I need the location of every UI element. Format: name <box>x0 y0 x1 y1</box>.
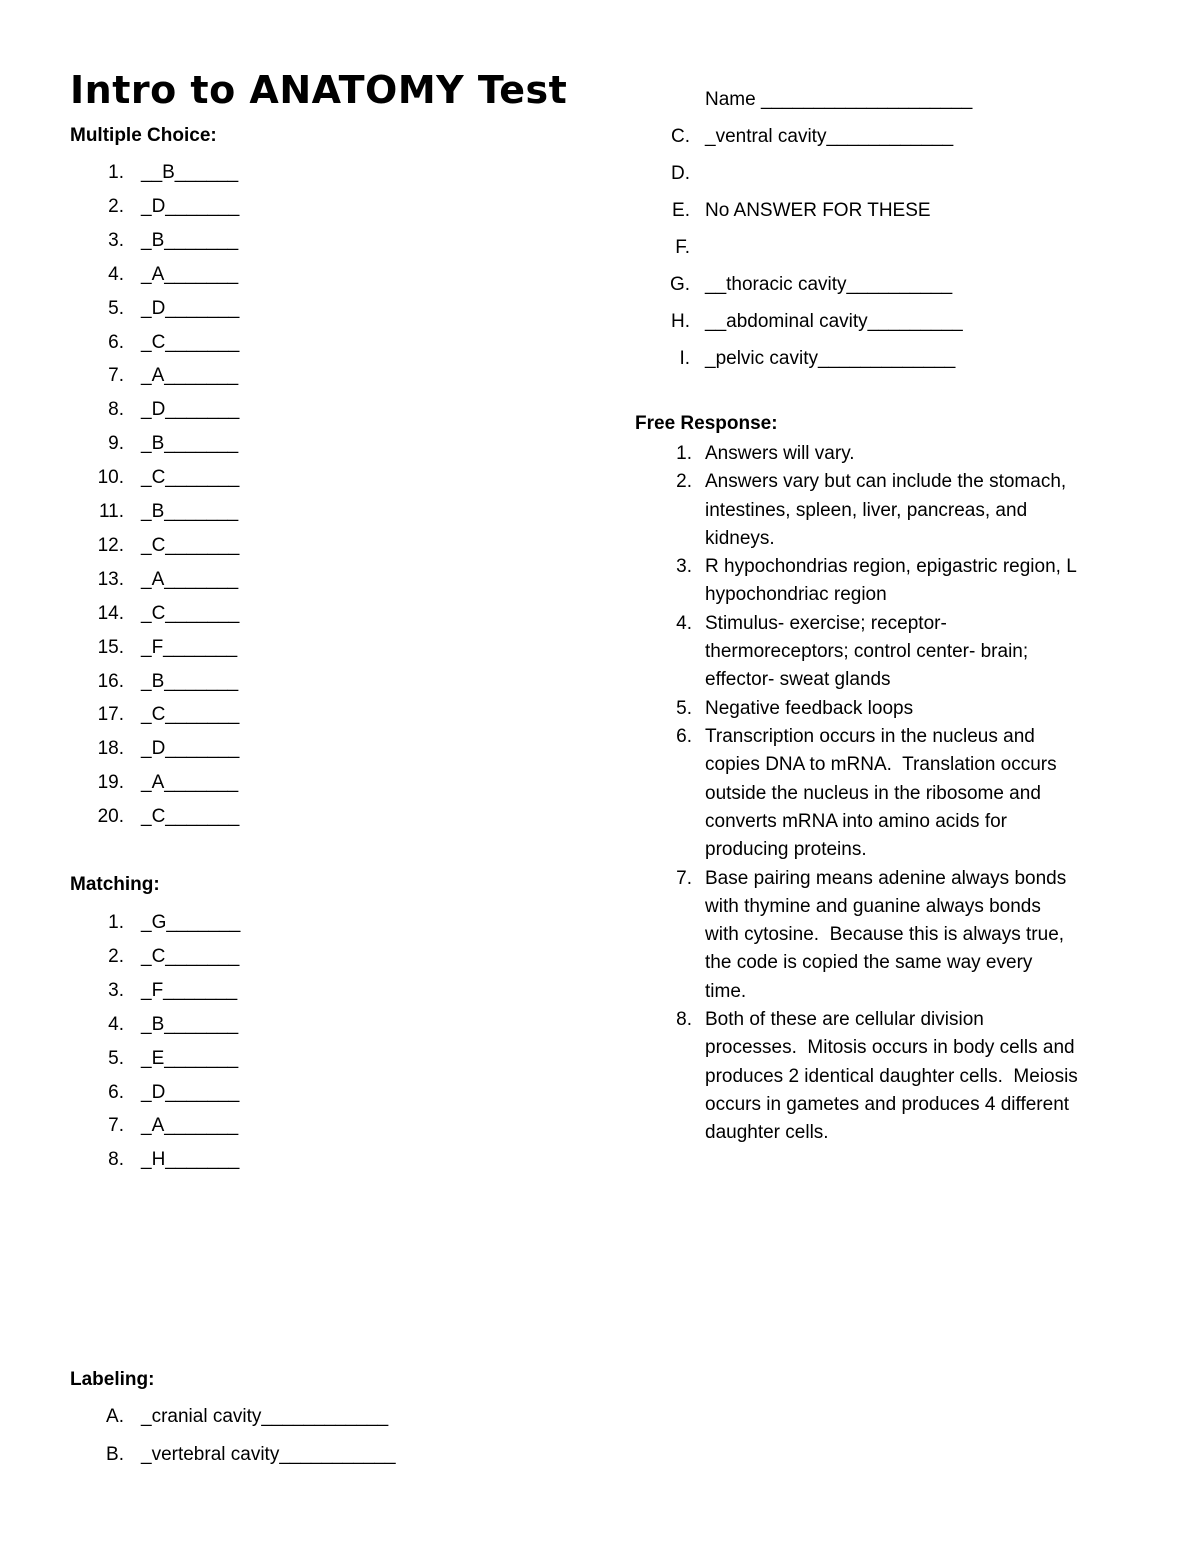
item-answer: _C_______ <box>141 331 240 353</box>
item-number: 3. <box>108 229 124 251</box>
free-response-line: Negative feedback loops <box>705 697 914 719</box>
free-response-line: R hypochondrias region, epigastric region, L <box>705 556 1077 578</box>
item-answer: _cranial cavity____________ <box>141 1406 389 1427</box>
item-answer: _D_______ <box>141 195 240 217</box>
item-answer: _F_______ <box>141 636 238 658</box>
mc-item <box>0 737 600 761</box>
free-response-line: converts mRNA into amino acids for <box>705 810 1008 832</box>
item-number: 5. <box>676 697 692 719</box>
item-number: 6. <box>676 726 692 747</box>
item-number: 8. <box>108 1149 124 1171</box>
mc-item <box>0 771 600 795</box>
item-number: 16. <box>97 670 124 692</box>
free-response-line: hypochondriac region <box>705 584 887 606</box>
item-answer: _H_______ <box>141 1149 240 1171</box>
labeling-item <box>0 310 963 334</box>
item-number: 19. <box>97 772 124 794</box>
mc-item <box>0 534 600 558</box>
matching-item <box>0 1047 600 1071</box>
free-response-line: with cytosine. Because this is always true, <box>705 924 1065 946</box>
mc-item <box>0 670 600 694</box>
item-answer: _A_______ <box>141 772 239 794</box>
free-response-line: daughter cells. <box>705 1122 829 1144</box>
name-line: Name ____________________ <box>705 89 973 110</box>
item-number: 5. <box>108 1047 124 1069</box>
mc-item <box>0 805 600 829</box>
item-answer: _D_______ <box>141 297 240 319</box>
item-answer: _A_______ <box>141 1115 239 1137</box>
mc-item <box>0 432 600 456</box>
item-number: I. <box>679 348 690 369</box>
free-response-line: with thymine and guanine always bonds <box>705 895 1041 917</box>
matching-item <box>0 979 600 1003</box>
matching-item <box>0 911 600 935</box>
matching-item <box>0 1013 600 1037</box>
item-number: 12. <box>97 534 124 556</box>
item-number: 2. <box>676 471 692 493</box>
free-response-line: Both of these are cellular division <box>705 1009 984 1030</box>
matching-item <box>0 1081 600 1105</box>
item-answer: _vertebral cavity___________ <box>141 1444 396 1465</box>
item-number: 1. <box>676 443 692 464</box>
item-number: 1. <box>108 162 124 183</box>
item-answer: _C_______ <box>141 945 240 967</box>
item-number: A. <box>106 1406 124 1427</box>
labeling-item <box>0 162 690 186</box>
item-number: 2. <box>108 945 124 967</box>
item-number: 2. <box>108 195 124 217</box>
item-number: G. <box>669 274 690 295</box>
item-answer: _C_______ <box>141 534 240 556</box>
item-answer: _F_______ <box>141 979 238 1001</box>
free-response-line: the code is copied the same way every <box>705 952 1033 974</box>
item-number: 4. <box>676 612 692 634</box>
item-answer: _B_______ <box>141 501 239 522</box>
free-response-line: produces 2 identical daughter cells. Meiosis <box>705 1065 1078 1087</box>
mc-item <box>0 466 600 490</box>
item-number: 7. <box>108 1115 124 1137</box>
free-response-line: intestines, spleen, liver, pancreas, and <box>705 499 1028 521</box>
item-number: 9. <box>108 433 124 455</box>
labeling-item <box>0 1443 600 1467</box>
mc-item <box>0 636 600 660</box>
item-number: 7. <box>108 365 124 387</box>
labeling-item <box>0 273 953 297</box>
item-number: 8. <box>108 399 124 421</box>
free-response-line: kidneys. <box>705 527 775 549</box>
item-number: 18. <box>97 738 124 760</box>
item-answer: _B_______ <box>141 229 239 251</box>
item-answer: _C_______ <box>141 704 240 726</box>
item-answer: _C_______ <box>141 806 240 828</box>
item-number: 7. <box>676 867 692 889</box>
free-response-line: producing proteins. <box>705 839 867 861</box>
item-answer: No ANSWER FOR THESE <box>705 200 931 221</box>
item-answer: _G_______ <box>141 912 241 933</box>
labeling-item <box>0 1405 600 1429</box>
labeling-item <box>0 199 931 223</box>
free-response-line: copies DNA to mRNA. Translation occurs <box>705 754 1057 776</box>
item-number: 10. <box>97 467 124 489</box>
free-response-line: Base pairing means adenine always bonds <box>705 867 1067 889</box>
labeling-item <box>0 347 956 371</box>
item-number: 17. <box>97 704 124 726</box>
free-response-line: Answers vary but can include the stomach, <box>705 471 1067 493</box>
item-answer: __thoracic cavity__________ <box>705 274 953 295</box>
item-number: 4. <box>108 263 124 285</box>
item-answer: _B_______ <box>141 670 239 692</box>
free-response-line: Answers will vary. <box>705 443 855 464</box>
mc-item <box>0 568 600 592</box>
page-title: Intro to ANATOMY Test <box>70 68 568 112</box>
item-number: 8. <box>676 1009 692 1030</box>
item-answer: _A_______ <box>141 365 239 387</box>
item-number: C. <box>671 126 690 147</box>
mc-item <box>0 703 600 727</box>
item-answer: _A_______ <box>141 568 239 590</box>
free-response-line: Stimulus- exercise; receptor- <box>705 612 947 634</box>
item-number: D. <box>671 163 690 184</box>
item-answer: __abdominal cavity_________ <box>705 311 963 332</box>
item-number: 6. <box>108 1081 124 1103</box>
item-answer: _D_______ <box>141 1081 240 1103</box>
mc-item <box>0 602 600 626</box>
item-answer: _A_______ <box>141 263 239 285</box>
free-response-line: processes. Mitosis occurs in body cells and <box>705 1037 1075 1059</box>
item-answer: _D_______ <box>141 738 240 760</box>
item-answer: __B______ <box>141 162 239 183</box>
item-number: 20. <box>97 806 124 828</box>
item-number: 15. <box>97 636 124 658</box>
matching-heading: Matching: <box>70 874 160 895</box>
item-answer: _B_______ <box>141 433 239 455</box>
item-number: 3. <box>676 556 692 578</box>
item-answer: _E_______ <box>141 1047 239 1069</box>
item-number: F. <box>675 237 690 258</box>
multiple-choice-heading: Multiple Choice: <box>70 125 217 146</box>
free-response-line: Transcription occurs in the nucleus and <box>705 726 1035 747</box>
item-number: B. <box>106 1444 124 1465</box>
item-number: 4. <box>108 1013 124 1035</box>
labeling-heading: Labeling: <box>70 1369 155 1390</box>
item-answer: _pelvic cavity_____________ <box>705 348 956 369</box>
item-number: 14. <box>97 602 124 624</box>
free-response-line: thermoreceptors; control center- brain; <box>705 641 1029 663</box>
item-answer: _B_______ <box>141 1013 239 1035</box>
item-number: 3. <box>108 979 124 1001</box>
labeling-item <box>0 125 954 149</box>
labeling-item <box>0 236 690 260</box>
item-number: 5. <box>108 297 124 319</box>
mc-item <box>0 398 600 422</box>
mc-item <box>0 500 600 524</box>
item-answer: _C_______ <box>141 467 240 489</box>
item-number: 13. <box>97 568 124 590</box>
free-response-line: occurs in gametes and produces 4 different <box>705 1093 1070 1115</box>
matching-item <box>0 1114 600 1138</box>
matching-item <box>0 1148 600 1172</box>
item-number: 6. <box>108 331 124 353</box>
item-answer: _C_______ <box>141 602 240 624</box>
item-number: 11. <box>98 501 124 522</box>
item-number: H. <box>671 311 690 332</box>
item-answer: _D_______ <box>141 399 240 421</box>
free-response-line: effector- sweat glands <box>705 669 891 691</box>
item-number: 1. <box>108 912 124 933</box>
free-response-line: time. <box>705 980 747 1002</box>
item-answer: _ventral cavity____________ <box>705 126 954 147</box>
free-response-heading: Free Response: <box>635 413 778 434</box>
free-response-line: outside the nucleus in the ribosome and <box>705 782 1041 804</box>
item-number: E. <box>672 200 690 221</box>
matching-item <box>0 945 600 969</box>
